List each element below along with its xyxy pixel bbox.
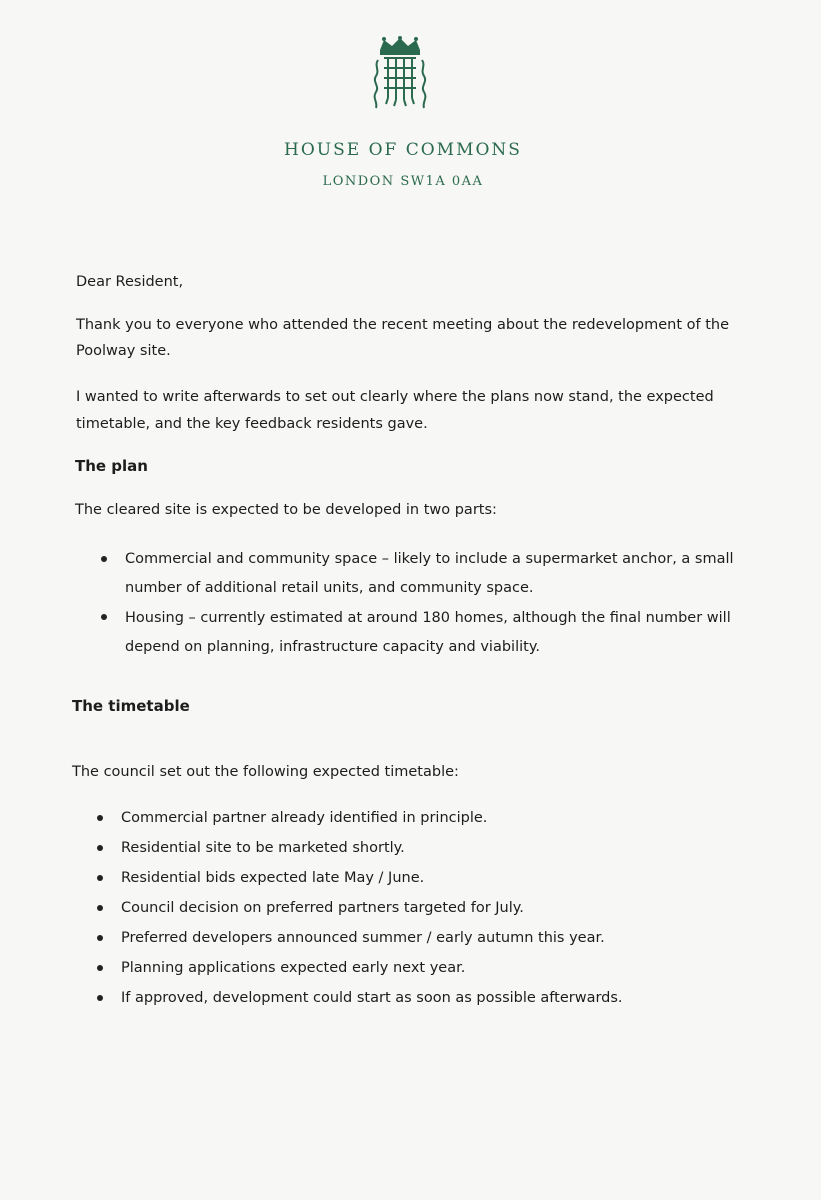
bullet-icon: [97, 875, 103, 881]
timetable-item: Commercial partner already identified in principle.: [121, 810, 488, 826]
salutation: Dear Resident,: [76, 274, 184, 290]
plan-item-2-line-2: depend on planning, infrastructure capacity and viability.: [125, 639, 540, 655]
bullet-icon: [97, 815, 103, 821]
timetable-item: Planning applications expected early next year.: [121, 960, 466, 976]
plan-item-1-line-2: number of additional retail units, and community space.: [125, 580, 534, 596]
timetable-lead: The council set out the following expected timetable:: [72, 764, 459, 780]
timetable-item: Council decision on preferred partners targeted for July.: [121, 900, 524, 916]
timetable-item: Residential site to be marketed shortly.: [121, 840, 405, 856]
timetable-item: If approved, development could start as soon as possible afterwards.: [121, 990, 623, 1006]
portcullis-crest-icon: [372, 36, 428, 114]
bullet-icon: [97, 965, 103, 971]
timetable-item: Preferred developers announced summer / early autumn this year.: [121, 930, 605, 946]
plan-item-1-line-1: Commercial and community space – likely to include a supermarket anchor, a small: [125, 551, 734, 567]
bullet-icon: [97, 905, 103, 911]
organisation-name: HOUSE OF COMMONS: [284, 140, 522, 160]
plan-heading: The plan: [75, 457, 148, 475]
bullet-icon: [97, 935, 103, 941]
organisation-address: LONDON SW1A 0AA: [322, 174, 484, 189]
bullet-icon: [101, 556, 107, 562]
timetable-heading: The timetable: [72, 697, 190, 715]
intro-paragraph-1-line-1: Thank you to everyone who attended the recent meeting about the redevelopment of the: [76, 317, 730, 333]
plan-item-2-line-1: Housing – currently estimated at around 180 homes, although the final number will: [125, 610, 731, 626]
timetable-item: Residential bids expected late May / June.: [121, 870, 425, 886]
plan-lead: The cleared site is expected to be developed in two parts:: [75, 502, 497, 518]
bullet-icon: [101, 614, 107, 620]
intro-paragraph-2-line-1: I wanted to write afterwards to set out clearly where the plans now stand, the expected: [76, 389, 714, 405]
bullet-icon: [97, 845, 103, 851]
intro-paragraph-2-line-2: timetable, and the key feedback residents gave.: [76, 416, 428, 432]
bullet-icon: [97, 995, 103, 1001]
intro-paragraph-1-line-2: Poolway site.: [76, 343, 171, 359]
